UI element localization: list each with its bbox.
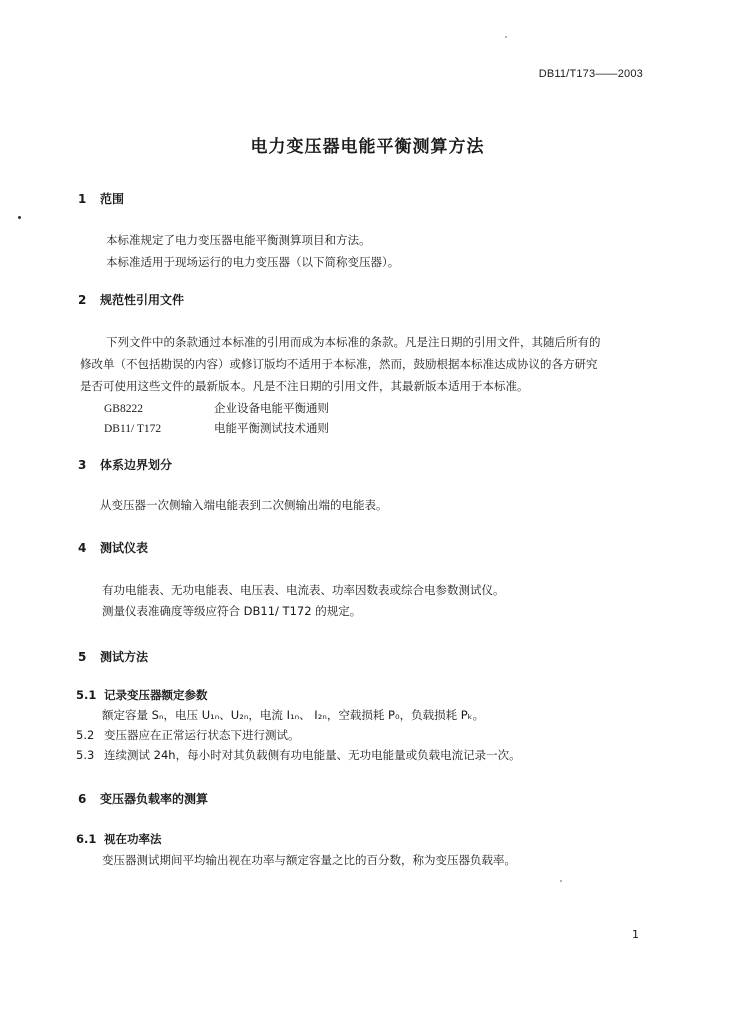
reference-code: DB11/ T172 bbox=[104, 423, 162, 435]
section-3-heading bbox=[78, 456, 172, 473]
reference-row bbox=[104, 400, 329, 416]
subsection-6-1 bbox=[76, 831, 162, 847]
reference-row bbox=[104, 420, 329, 436]
section-title: 测试方法 bbox=[100, 650, 149, 664]
section-title: 范围 bbox=[100, 192, 125, 206]
section-1-paragraph-1: 本标准规定了电力变压器电能平衡测算项目和方法。 bbox=[106, 233, 371, 247]
section-2-line-2: 修改单（不包括勘误的内容）或修订版均不适用于本标准，然而，鼓励根据本标准达成协议的各方研究 bbox=[80, 357, 598, 371]
subsection-number: 5.1 bbox=[76, 688, 97, 702]
subsection-text: 变压器应在正常运行状态下进行测试。 bbox=[104, 728, 300, 742]
section-number: 5 bbox=[78, 650, 87, 664]
scan-speck bbox=[560, 880, 562, 882]
section-title: 体系边界划分 bbox=[100, 458, 173, 472]
section-2-heading bbox=[78, 291, 184, 308]
subsection-number: 5.2 bbox=[76, 728, 95, 742]
reference-name: 电能平衡测试技术通则 bbox=[214, 421, 329, 435]
reference-name: 企业设备电能平衡通则 bbox=[214, 401, 329, 415]
subsection-text: 视在功率法 bbox=[104, 832, 162, 846]
section-4-heading bbox=[78, 539, 148, 556]
subsection-text: 连续测试 24h，每小时对其负载侧有功电能量、无功电能量或负载电流记录一次。 bbox=[104, 748, 521, 762]
page-title: 电力变压器电能平衡测算方法 bbox=[250, 137, 485, 157]
section-4-paragraph-1: 有功电能表、无功电能表、电压表、电流表、功率因数表或综合电参数测试仪。 bbox=[102, 583, 505, 597]
section-title: 测试仪表 bbox=[100, 541, 149, 555]
section-3-paragraph: 从变压器一次侧输入端电能表到二次侧输出端的电能表。 bbox=[100, 498, 388, 512]
subsection-text: 记录变压器额定参数 bbox=[104, 688, 208, 702]
section-6-heading bbox=[78, 790, 208, 807]
section-1-paragraph-2: 本标准适用于现场运行的电力变压器（以下简称变压器）。 bbox=[106, 255, 400, 269]
section-title: 变压器负载率的测算 bbox=[100, 792, 209, 806]
section-number: 4 bbox=[78, 541, 87, 555]
section-2-line-3: 是否可使用这些文件的最新版本。凡是不注日期的引用文件，其最新版本适用于本标准。 bbox=[80, 379, 529, 393]
scan-mark bbox=[18, 216, 21, 219]
section-title: 规范性引用文件 bbox=[100, 293, 185, 307]
section-2-line-1: 下列文件中的条款通过本标准的引用而成为本标准的条款。凡是注日期的引用文件，其随后所有的 bbox=[106, 335, 601, 349]
section-5-heading bbox=[78, 648, 148, 665]
subsection-5-2 bbox=[76, 727, 300, 743]
scan-speck bbox=[505, 36, 507, 38]
section-number: 3 bbox=[78, 458, 87, 472]
reference-code: GB8222 bbox=[104, 403, 143, 415]
document-code: DB11/T173——2003 bbox=[538, 68, 643, 80]
rated-parameters: 额定容量 Sₙ，电压 U₁ₙ、U₂ₙ，电流 I₁ₙ、 I₂ₙ，空载损耗 P₀，负载损耗 Pₖ。 bbox=[102, 708, 485, 722]
page-number: 1 bbox=[632, 928, 639, 941]
section-1-heading bbox=[78, 190, 124, 207]
section-6-paragraph: 变压器测试期间平均输出视在功率与额定容量之比的百分数，称为变压器负载率。 bbox=[102, 853, 516, 867]
subsection-5-3 bbox=[76, 747, 521, 763]
section-number: 6 bbox=[78, 792, 87, 806]
subsection-number: 6.1 bbox=[76, 832, 97, 846]
subsection-number: 5.3 bbox=[76, 748, 95, 762]
section-4-paragraph-2: 测量仪表准确度等级应符合 DB11/ T172 的规定。 bbox=[102, 604, 362, 618]
section-number: 2 bbox=[78, 293, 87, 307]
subsection-5-1 bbox=[76, 687, 208, 703]
section-number: 1 bbox=[78, 192, 87, 206]
